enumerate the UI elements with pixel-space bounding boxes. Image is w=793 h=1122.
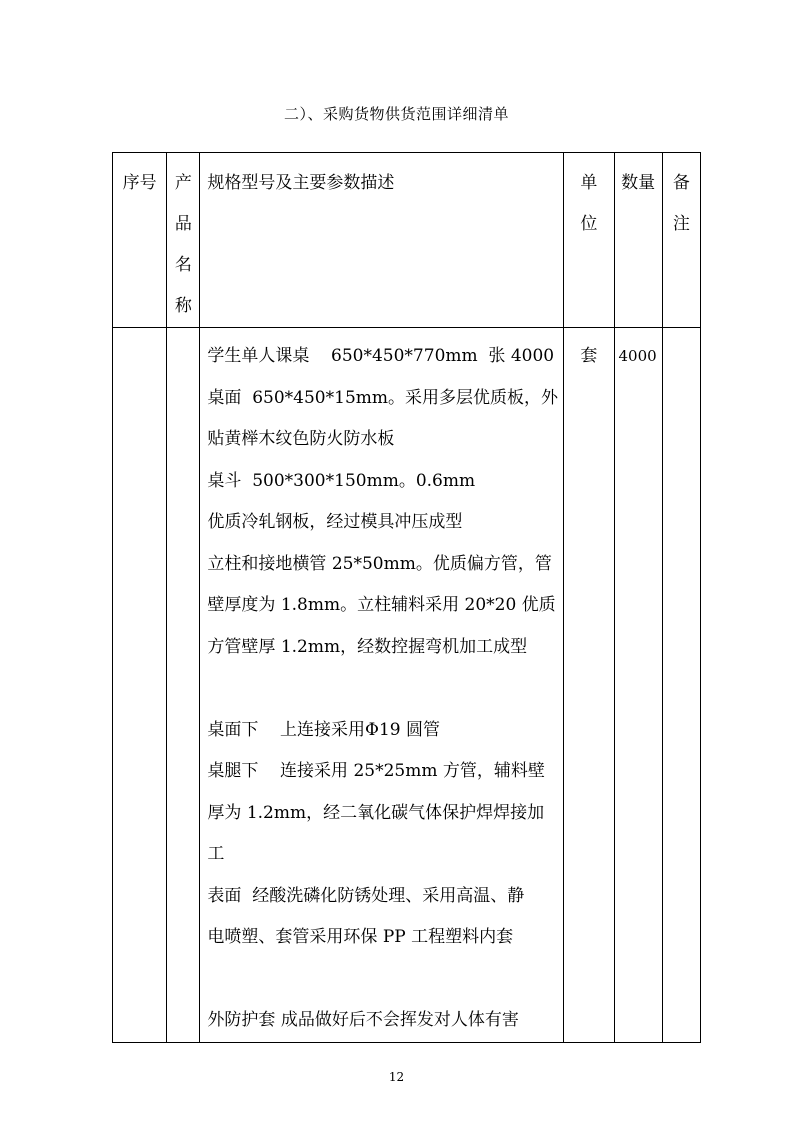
header-unit <box>564 153 614 328</box>
spec-line: 贴黄榉木纹色防火防水板 <box>207 429 395 449</box>
header-note-char: 备 <box>672 173 690 193</box>
header-spec-label: 规格型号及主要参数描述 <box>207 173 395 193</box>
spec-line: 桌面 650*450*15mm。采用多层优质板，外 <box>207 387 558 408</box>
header-qty <box>614 153 662 328</box>
cell-product-name <box>167 328 200 1043</box>
header-seq <box>113 153 167 328</box>
document-title: 二）、采购货物供货范围详细清单 <box>283 105 509 123</box>
cell-note <box>662 328 700 1043</box>
spec-line: 桌斗 500*300*150mm。0.6mm <box>207 470 476 491</box>
header-unit-char: 单 <box>580 173 598 193</box>
spec-line <box>207 959 559 1001</box>
spec-line: 桌面下 上连接采用Φ19 圆管 <box>207 719 441 740</box>
spec-line: 工 <box>207 844 225 864</box>
spec-line: 学生单人课桌 650*450*770mm 张 4000 <box>207 346 555 366</box>
header-product-name-char: 品 <box>174 214 192 234</box>
page-number: 12 <box>388 1070 405 1084</box>
header-note-char: 注 <box>672 214 690 234</box>
cell-seq <box>113 328 167 1043</box>
qty-value: 4000 <box>618 347 657 365</box>
spec-line: 立柱和接地横管 25*50mm。优质偏方管，管 <box>207 553 552 574</box>
table-row <box>113 328 701 1043</box>
spec-line: 优质冷轧钢板，经过模具冲压成型 <box>207 512 463 532</box>
spec-line: 外防护套 成品做好后不会挥发对人体有害 <box>207 1010 519 1030</box>
spec-description <box>200 328 563 1042</box>
spec-line: 表面 经酸洗磷化防锈处理、采用高温、静 <box>207 885 525 906</box>
spec-line: 壁厚度为 1.8mm。立柱辅料采用 20*20 优质 <box>207 595 556 615</box>
spec-line: 桌腿下 连接采用 25*25mm 方管，辅料壁 <box>207 761 545 781</box>
table-header-row <box>113 153 701 328</box>
cell-spec <box>200 328 564 1043</box>
spec-line <box>207 668 559 710</box>
spec-line: 电喷塑、套管采用环保 PP 工程塑料内套 <box>207 927 514 947</box>
procurement-table <box>112 152 701 1043</box>
header-product-name-char: 产 <box>174 173 192 193</box>
header-unit-char: 位 <box>580 214 598 234</box>
cell-qty <box>614 328 662 1043</box>
cell-unit <box>564 328 614 1043</box>
header-spec <box>200 153 564 328</box>
unit-value: 套 <box>580 346 598 366</box>
spec-line: 方管壁厚 1.2mm，经数控握弯机加工成型 <box>207 636 528 657</box>
header-seq-label: 序号 <box>122 173 157 193</box>
header-product-name <box>167 153 200 328</box>
spec-line: 厚为 1.2mm，经二氧化碳气体保护焊焊接加 <box>207 802 545 823</box>
header-product-name-char: 称 <box>174 296 192 316</box>
header-qty-label: 数量 <box>621 173 656 193</box>
header-product-name-char: 名 <box>174 255 192 275</box>
header-note <box>662 153 700 328</box>
